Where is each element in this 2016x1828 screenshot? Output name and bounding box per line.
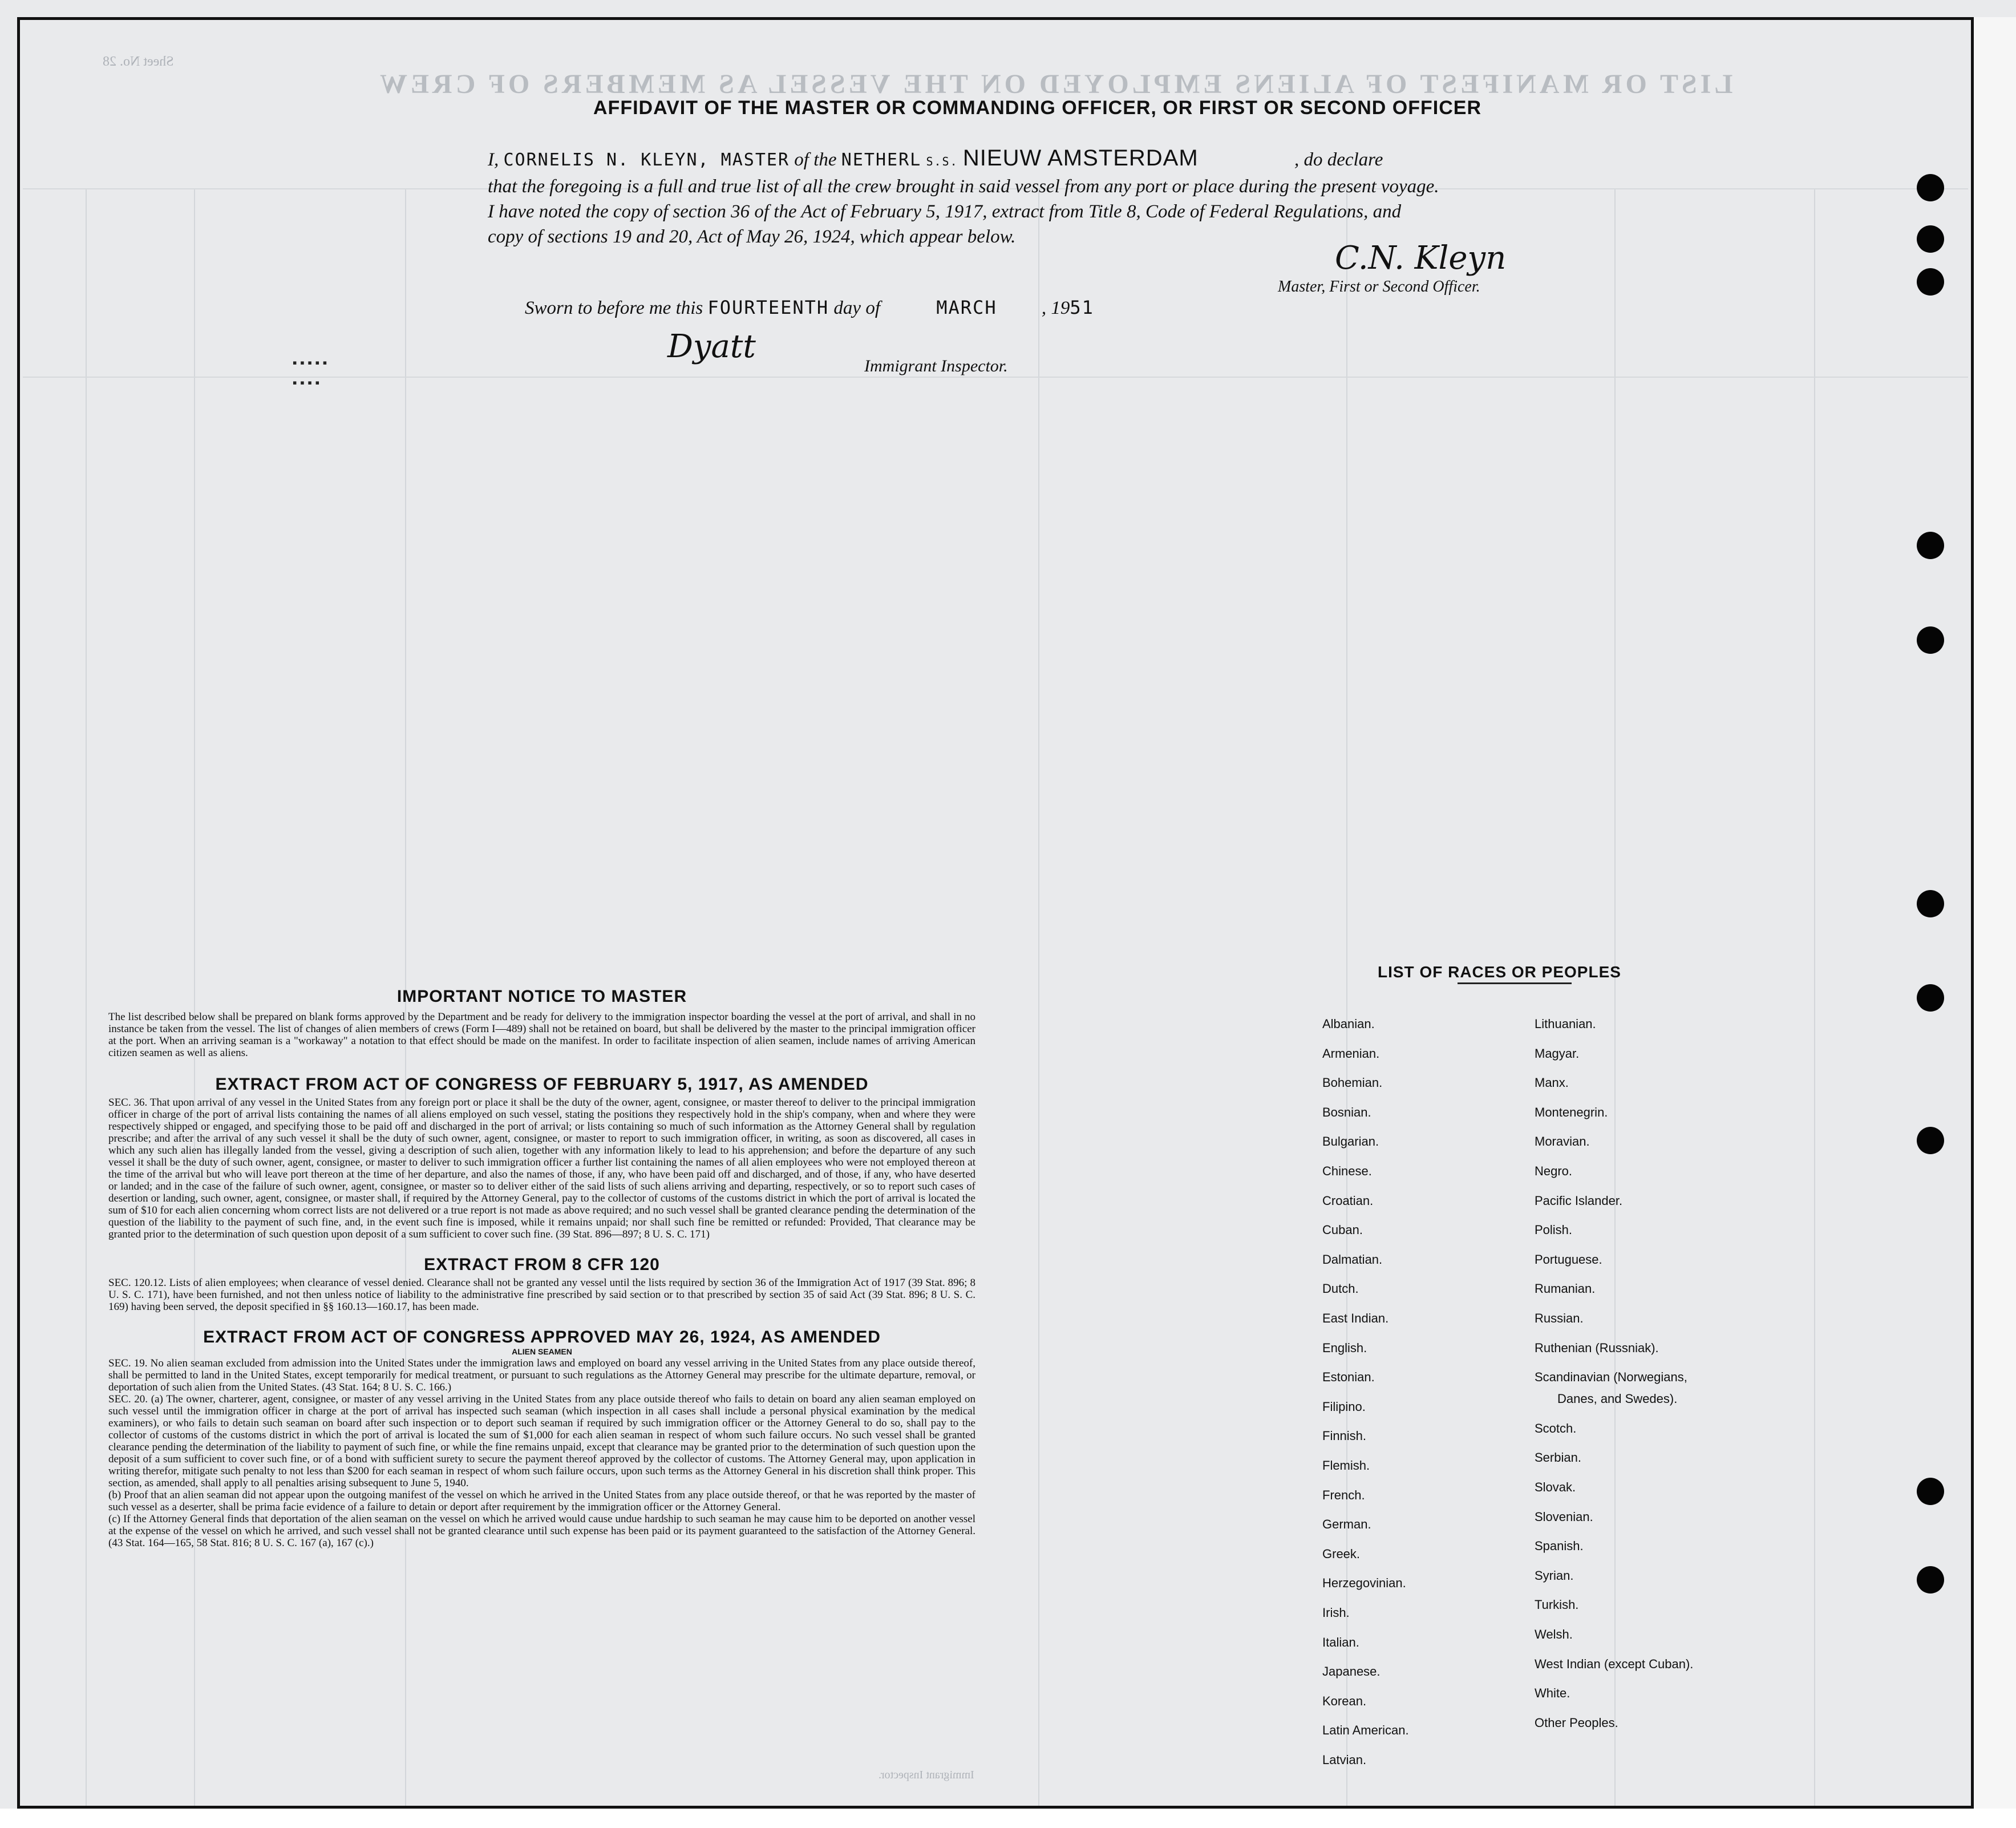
race-item: Dutch. <box>1322 1281 1359 1296</box>
ghost-heading: LIST OR MANIFEST OF ALIENS EMPLOYED ON THE VESSEL AS MEMBERS OF CREW <box>377 69 1733 99</box>
race-item: East Indian. <box>1322 1311 1389 1325</box>
flag-field: NETHERL <box>841 150 922 170</box>
master-name-field: CORNELIS N. KLEYN, MASTER <box>503 150 790 170</box>
race-item: Serbian. <box>1535 1450 1581 1465</box>
affidavit-text <box>488 145 1532 249</box>
race-item: Rumanian. <box>1535 1281 1596 1296</box>
race-item: Lithuanian. <box>1535 1017 1596 1031</box>
race-item: Montenegrin. <box>1535 1105 1608 1119</box>
text: Sworn to before me this <box>525 298 703 318</box>
sworn-year-field: 51 <box>1070 297 1094 318</box>
binder-hole-icon <box>1917 626 1944 654</box>
race-item: Pacific Islander. <box>1535 1193 1623 1208</box>
races-title: LIST OF RACES OR PEOPLES <box>1378 963 1621 981</box>
extract3-body-4: (c) If the Attorney General finds that deportation of the alien seaman on the vessel on which he arrived would cause undue hardship to such seaman he may cause him to be deported on another vessel at the expense of the vessel on which he arrived, and such vessel shall not be granted clearance until such expense has been paid or its payment guaranteed to the satisfaction of the Attorney General. (43 Stat. 164—165, 58 Stat. 816; 8 U. S. C. 167 (a), 167 (c).) <box>108 1513 975 1549</box>
race-item: Slovenian. <box>1535 1509 1593 1524</box>
stamp-mark: ▪▪▪▪ <box>291 377 321 391</box>
race-item: Manx. <box>1535 1075 1569 1090</box>
race-item: Latin American. <box>1322 1723 1409 1738</box>
page-edge <box>0 1809 2016 1828</box>
race-item: Negro. <box>1535 1164 1573 1178</box>
text: I, <box>488 149 499 170</box>
binder-hole-icon <box>1917 268 1944 296</box>
race-item: Dalmatian. <box>1322 1252 1383 1267</box>
extract2-body: SEC. 120.12. Lists of alien employees; when clearance of vessel denied. Clearance shall not be granted any vessel until the lists required by section 36 of the Immigration Act of 1917 (39 Stat. 896; 8 U. S. C. 171), have been furnished, and not then unless notice of liability to the administrative fine prescribed by said section or to that prescribed by section 35 of said Act (39 Stat. 896; 8 U. S. C. 169) having been served, the deposit specified in §§ 160.13—160.17, has been made. <box>108 1277 975 1313</box>
race-item: Welsh. <box>1535 1627 1573 1641</box>
text: , 19 <box>1041 298 1070 318</box>
text: day of <box>833 298 880 318</box>
race-item: Russian. <box>1535 1311 1584 1325</box>
race-item: White. <box>1535 1686 1570 1701</box>
race-item: Bohemian. <box>1322 1075 1383 1090</box>
ghost-sheet-number: Sheet No. 28 <box>103 54 174 69</box>
extract3-body-3: (b) Proof that an alien seaman did not appear upon the outgoing manifest of the vessel on which he arrived in the United States from any place outside thereof, or that he was reported by the master of such vessel as a deserter, shall be prima facie evidence of a failure to detain or deport after requirement by the immigration officer or the Attorney General. <box>108 1489 975 1513</box>
notice-block <box>108 987 975 1549</box>
extract3-body-2: SEC. 20. (a) The owner, charterer, agent, consignee, or master of any vessel arriving in the United States from any place outside thereof who fails to detain on board any alien seaman employed on such vessel until the immigration officer in charge at the port of arrival has inspected such seaman (which inspection in all cases shall include a personal physical examination by the medical examiners), or who fails to detain such seaman on board after such inspection or to deport such seaman if required by such immigration officer or the Attorney General to do so, shall pay to the collector of customs of the customs district in which the port of arrival is located the sum of $1,000 for each alien seaman in respect of whom such failure occurs. No such vessel shall be granted clearance pending the determination of the liability to payment of such fine, or while the fine remains unpaid, except that clearance may be granted prior to the determination of such question upon the deposit of a sum sufficient to cover such fine, or of a bond with sufficient surety to secure the payment thereof approved by the collector of customs. The Attorney General may, upon application in writing therefor, mitigate such penalty to not less than $200 for each seaman in respect of whom such failure occurs, upon such terms as the Attorney General in his discretion shall think proper. This section, as amended, shall apply to all penalties arising subsequent to June 5, 1940. <box>108 1393 975 1489</box>
race-item: Chinese. <box>1322 1164 1372 1178</box>
inspector-signature: Dyatt <box>667 328 756 365</box>
race-item: West Indian (except Cuban). <box>1535 1656 1694 1671</box>
race-item: Polish. <box>1535 1223 1573 1237</box>
affidavit-line-2: that the foregoing is a full and true list of all the crew brought in said vessel from any port or place during the present voyage. <box>488 176 1439 197</box>
ghost-footer: Immigrant Inspector. <box>879 1769 974 1781</box>
race-item: Albanian. <box>1322 1017 1375 1031</box>
extract2-title: EXTRACT FROM 8 CFR 120 <box>424 1255 660 1274</box>
sworn-line <box>525 297 1094 319</box>
race-item: Armenian. <box>1322 1046 1380 1061</box>
binder-hole-icon <box>1917 1566 1944 1594</box>
race-item: Filipino. <box>1322 1399 1366 1414</box>
race-item: Croatian. <box>1322 1193 1374 1208</box>
race-item: Ruthenian (Russniak). <box>1535 1340 1659 1355</box>
stamp-mark: ▪▪▪▪▪ <box>291 357 329 371</box>
affidavit-title: AFFIDAVIT OF THE MASTER OR COMMANDING OFFICER, OR FIRST OR SECOND OFFICER <box>593 97 1481 119</box>
race-item: Portuguese. <box>1535 1252 1602 1267</box>
binder-hole-icon <box>1917 532 1944 559</box>
race-item: Estonian. <box>1322 1370 1375 1385</box>
extract1-body: SEC. 36. That upon arrival of any vessel in the United States from any foreign port or place it shall be the duty of the owner, agent, consignee, or master thereof to deliver to the principal immigration officer in charge of the port of arrival lists containing the names of all aliens employed on such vessel, stating the positions they respectively hold in the ship's company, when and where they were respectively shipped or engaged, and specifying those to be paid off and discharged in the port of arrival; or lists containing so much of such information as the Attorney General shall by regulation prescribe; and after the arrival of any such vessel it shall be the duty of such owner, agent, consignee, or master to report to such immigration officer, in writing, as soon as discovered, all cases in which any such alien has illegally landed from the vessel, giving a description of such alien, together with any information likely to lead to his apprehension; and before the departure of any such vessel it shall be the duty of such owner, agent, consignee, or master to deliver to such immigration officer a further list containing the names of all alien employees who were not employed thereon at the time of the arrival but who will leave port thereon at the time of her departure, and also the names of those, if any, who have been paid off and discharged, and of those, if any, who have deserted or landed; and in the case of the failure of such owner, agent, consignee, or master so to deliver either of the said lists of such aliens arriving and departing, respectively, or so to report such cases of desertion or landing, such owner, agent, consignee, or master shall, if required by the Attorney General, pay to the collector of customs of the customs district in which the port of arrival is located the sum of $10 for each alien concerning whom correct lists are not delivered or a true report is not made as above required; and no such vessel shall be granted clearance pending the determination of the question of the liability to the payment of such fine, and, in the event such fine is imposed, while it remains unpaid; nor shall such fine be remitted or refunded: Provided, That clearance may be granted prior to the determination of such question upon deposit of a sum sufficient to cover such fine. (39 Stat. 896—897; 8 U. S. C. 171) <box>108 1097 975 1240</box>
text: of the <box>794 149 837 170</box>
extract3-body-1: SEC. 19. No alien seaman excluded from admission into the United States under the immigration laws and employed on board any vessel arriving in the United States from any place outside thereof, shall be permitted to land in the United States, except temporarily for medical treatment, or pursuant to such regulations as the Attorney General may prescribe for the ultimate departure, removal, or deportation of such alien from the United States. (43 Stat. 164; 8 U. S. C. 166.) <box>108 1357 975 1393</box>
race-item: English. <box>1322 1340 1367 1355</box>
race-item: Scotch. <box>1535 1421 1577 1435</box>
race-item: Slovak. <box>1535 1480 1576 1494</box>
race-item: French. <box>1322 1487 1365 1502</box>
ss-label: S.S. <box>926 155 958 168</box>
inspector-label: Immigrant Inspector. <box>864 357 1008 375</box>
race-item: Greek. <box>1322 1546 1361 1561</box>
text: , do declare <box>1294 149 1383 170</box>
race-item: Other Peoples. <box>1535 1715 1618 1730</box>
binder-hole-icon <box>1917 1127 1944 1154</box>
race-item: Italian. <box>1322 1635 1359 1649</box>
race-item: Finnish. <box>1322 1429 1367 1443</box>
binder-hole-icon <box>1917 890 1944 917</box>
race-item: Turkish. <box>1535 1598 1579 1612</box>
binder-hole-icon <box>1917 1478 1944 1505</box>
race-item: Herzegovinian. <box>1322 1576 1406 1591</box>
race-item: Bulgarian. <box>1322 1134 1379 1149</box>
race-item: Magyar. <box>1535 1046 1580 1061</box>
sworn-month-field: MARCH <box>936 297 997 318</box>
page-edge <box>1974 17 2016 1809</box>
race-item: Spanish. <box>1535 1539 1584 1554</box>
binder-hole-icon <box>1917 225 1944 253</box>
extract3-title: EXTRACT FROM ACT OF CONGRESS APPROVED MAY 26, 1924, AS AMENDED <box>203 1328 881 1346</box>
master-label: Master, First or Second Officer. <box>1278 278 1480 296</box>
race-item: Latvian. <box>1322 1753 1367 1767</box>
race-item: Flemish. <box>1322 1458 1370 1473</box>
race-item: German. <box>1322 1517 1371 1532</box>
vessel-name-field: NIEUW AMSTERDAM <box>962 145 1199 171</box>
race-item: Bosnian. <box>1322 1105 1371 1119</box>
race-item: Cuban. <box>1322 1223 1363 1237</box>
race-item: Korean. <box>1322 1693 1367 1708</box>
affidavit-line-4: copy of sections 19 and 20, Act of May 26, 1924, which appear below. <box>488 227 1016 247</box>
race-item: Syrian. <box>1535 1568 1574 1583</box>
race-item: Japanese. <box>1322 1664 1381 1679</box>
binder-hole-icon <box>1917 984 1944 1012</box>
notice-body: The list described below shall be prepared on blank forms approved by the Department and be ready for delivery to the immigration inspector boarding the vessel at the port of arrival, and shall in no instance be taken from the vessel. The list of changes of alien members of crews (Form I—489) shall not be retained on board, but shall be delivered by the master to the principal immigration officer at the port. When an arriving seaman is a "workaway" a notation to that effect should be made on the manifest. In order to facilitate inspection of alien seamen, include names of arriving American citizen seamen as well as aliens. <box>108 1011 975 1059</box>
race-item: Danes, and Swedes). <box>1557 1392 1678 1406</box>
binder-hole-icon <box>1917 174 1944 201</box>
affidavit-line-1 <box>488 145 1532 174</box>
master-signature: C.N. Kleyn <box>1335 240 1507 277</box>
races-title-rule <box>1458 982 1572 984</box>
sworn-day-field: FOURTEENTH <box>707 297 829 318</box>
race-item: Scandinavian (Norwegians, <box>1535 1370 1687 1385</box>
race-item: Irish. <box>1322 1605 1350 1620</box>
extract1-title: EXTRACT FROM ACT OF CONGRESS OF FEBRUARY 5, 1917, AS AMENDED <box>215 1075 869 1094</box>
race-item: Moravian. <box>1535 1134 1590 1149</box>
notice-title: IMPORTANT NOTICE TO MASTER <box>396 987 687 1006</box>
extract3-subtitle: ALIEN SEAMEN <box>512 1347 572 1356</box>
affidavit-line-3: I have noted the copy of section 36 of the Act of February 5, 1917, extract from Title 8, Code of Federal Regulations, and <box>488 201 1402 222</box>
